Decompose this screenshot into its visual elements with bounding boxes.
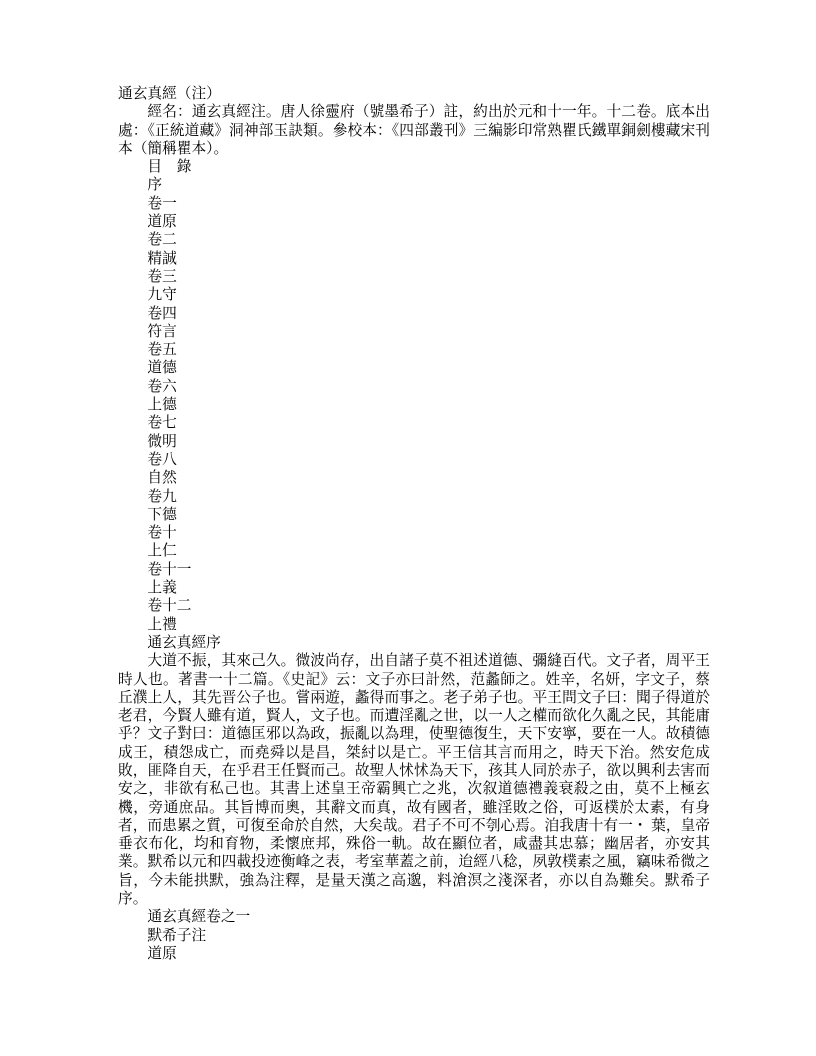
- toc-item: 卷四: [147, 305, 177, 322]
- toc-item: 符言: [147, 323, 177, 340]
- annotator-line: 默希子注: [147, 927, 207, 944]
- toc-item: 卷七: [147, 415, 177, 432]
- document-title: 通玄真經（注）: [118, 86, 221, 102]
- toc-item: 自然: [147, 470, 177, 487]
- toc-item: 卷二: [147, 232, 177, 249]
- toc-item: 序: [147, 177, 163, 194]
- toc-item: 精誠: [147, 250, 177, 267]
- preface-heading: 通玄真經序: [147, 634, 221, 651]
- toc-item: 卷十: [147, 525, 177, 542]
- preface-paragraph: 大道不振，其來己久。微波尚存，出自諸子莫不祖述道德、彌縫百代。文子者，周平王時人也。著書一十二篇。《史記》云：文子亦曰計然，范蠡師之。姓辛，名妍，字文子，蔡丘濮上人，其先晋公子也。嘗兩遊，蠡得而事之。老子弟子也。平王問文子曰：聞子得道於老君，今賢人雖有道，賢人，文子也。而遭淫亂之世，以一人之權而欲化久亂之民，其能庸乎？文子對曰：道德匡邪以為政，振亂以為理，使聖德復生，天下安寧，要在一人。故積德成王，積怨成亡，而堯舜以是昌，桀紂以是亡。平王信其言而用之，時天下治。然安危成敗，匪降自天，在乎君王任賢而己。故聖人怵怵為天下，孩其人同於赤子，欲以興利去害而安之，非欲有私己也。其書上述皇王帝霸興亡之兆，次叙道德禮義衰殺之由，莫不上極玄機，旁通庶品。其旨博而奧，其辭文而真，故有國者，雖淫敗之俗，可返樸於太素，有身者，而患累之質，可復至命於自然，大矣哉。君子不可不刳心焉。洎我唐十有一・ 葉，皇帝垂衣布化，均和育物，柔懷庶邦，殊俗一軌。故在顯位者，咸盡其忠慕；幽居者，亦安其業。默希以元和四載投迹衡峰之表，考室華蓋之前，迨經八稔，夙敦樸素之風，竊味希微之旨，今未能拱默，強為注釋，是量天漢之高邈，料滄溟之淺深者，亦以自為難矣。默希子序。: [118, 653, 710, 908]
- toc-item: 九守: [147, 287, 177, 304]
- toc-item: 微明: [147, 433, 177, 450]
- toc-item: 道德: [147, 360, 177, 377]
- toc-item: 上仁: [147, 543, 177, 560]
- colophon-paragraph: 經名：通玄真經注。唐人徐靈府（號墨希子）註，約出於元和十一年。十二卷。底本出處：《正統道藏》洞神部玉訣類。參校本：《四部叢刊》三編影印常熟瞿氏鐵單銅劍樓藏宋刊本（簡稱瞿本）。: [118, 104, 710, 157]
- toc-item: 上義: [147, 580, 177, 597]
- toc-item: 卷六: [147, 378, 177, 395]
- toc-item: 卷十二: [147, 598, 192, 615]
- toc-item: 卷五: [147, 342, 177, 359]
- toc-item: 卷一: [147, 195, 177, 212]
- toc-item: 卷九: [147, 488, 177, 505]
- volume-heading: 通玄真經卷之一: [147, 909, 251, 926]
- toc-item: 下德: [147, 506, 177, 523]
- chapter-heading: 道原: [147, 945, 177, 962]
- toc-item: 上禮: [147, 616, 177, 633]
- toc-item: 道原: [147, 214, 177, 231]
- toc-item: 卷三: [147, 268, 177, 285]
- toc-item: 卷十一: [147, 561, 192, 578]
- toc-item: 上德: [147, 397, 177, 414]
- toc-item: 卷八: [147, 451, 177, 468]
- toc-heading: 目 錄: [147, 159, 192, 176]
